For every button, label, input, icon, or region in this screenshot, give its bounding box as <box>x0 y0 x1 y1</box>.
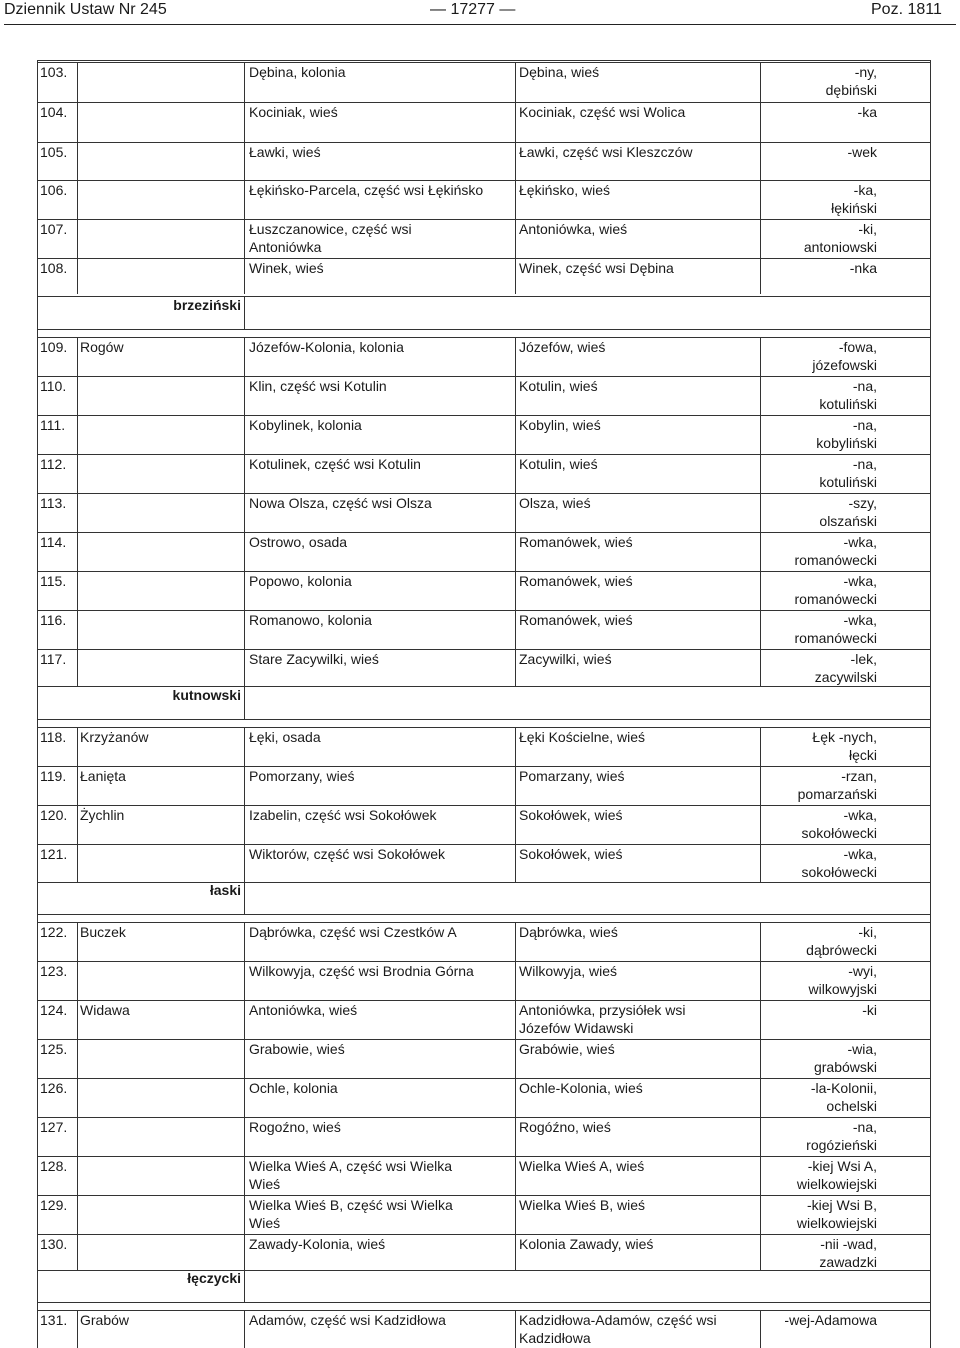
genitive-suffix: -ny, <box>854 64 877 80</box>
old-locality-name: Łuszczanowice, część wsi <box>249 221 412 237</box>
gmina-name: Łanięta <box>80 768 126 784</box>
old-locality-name: Popowo, kolonia <box>249 573 352 589</box>
column-rule-old-name <box>244 1310 245 1348</box>
row-number: 123. <box>40 963 68 979</box>
row-number: 111. <box>40 417 66 433</box>
row-number: 107. <box>40 221 68 237</box>
new-locality-name: Zacywilki, wieś <box>519 651 612 667</box>
genitive-suffix: -szy, <box>848 495 877 511</box>
row-number: 121. <box>40 846 68 862</box>
row-rule <box>37 102 931 103</box>
row-rule <box>37 62 931 63</box>
row-rule <box>37 1000 931 1001</box>
adjective-form: olszański <box>819 513 877 529</box>
genitive-suffix: -ki, <box>858 924 877 940</box>
old-locality-name: Kociniak, wieś <box>249 104 338 120</box>
row-number: 131. <box>40 1312 68 1328</box>
old-locality-name: Adamów, część wsi Kadzidłowa <box>249 1312 446 1328</box>
new-locality-name: Antoniówka, wieś <box>519 221 628 237</box>
row-rule <box>37 337 931 338</box>
old-locality-name: Ochle, kolonia <box>249 1080 338 1096</box>
old-locality-name-cont: Antoniówka <box>249 239 322 255</box>
old-locality-name: Ostrowo, osada <box>249 534 348 550</box>
gmina-name: Krzyżanów <box>80 729 149 745</box>
district-band-divider <box>244 686 245 719</box>
new-locality-name: Grabówie, wieś <box>519 1041 615 1057</box>
row-number: 113. <box>40 495 67 511</box>
row-rule <box>37 727 931 728</box>
new-locality-name: Wielka Wieś B, wieś <box>519 1197 646 1213</box>
genitive-suffix: -kiej Wsi B, <box>807 1197 877 1213</box>
genitive-suffix: -ka <box>857 104 877 120</box>
old-locality-name: Winek, wieś <box>249 260 324 276</box>
row-number: 115. <box>40 573 67 589</box>
new-locality-name-cont: Józefów Widawski <box>519 1020 634 1036</box>
new-locality-name: Ochle-Kolonia, wieś <box>519 1080 643 1096</box>
row-number: 116. <box>40 612 67 628</box>
genitive-suffix: -la-Kolonii, <box>810 1080 877 1096</box>
district-band-divider <box>244 296 245 329</box>
row-rule <box>37 142 931 143</box>
row-number: 127. <box>40 1119 68 1135</box>
old-locality-name: Zawady-Kolonia, wieś <box>249 1236 386 1252</box>
old-locality-name: Romanowo, kolonia <box>249 612 372 628</box>
genitive-suffix: -lek, <box>850 651 877 667</box>
row-rule <box>37 1195 931 1196</box>
row-number: 128. <box>40 1158 68 1174</box>
row-rule <box>37 766 931 767</box>
genitive-suffix: Łęk -nych, <box>812 729 877 745</box>
row-rule <box>37 454 931 455</box>
new-locality-name: Łęki Kościelne, wieś <box>519 729 646 745</box>
row-rule <box>37 1039 931 1040</box>
district-label: brzeziński <box>173 297 241 313</box>
row-rule <box>37 571 931 572</box>
row-rule <box>37 180 931 181</box>
row-number: 105. <box>40 144 68 160</box>
column-rule-new-name <box>515 922 516 1270</box>
old-locality-name: Rogoźno, wieś <box>249 1119 341 1135</box>
new-locality-name: Kociniak, część wsi Wolica <box>519 104 686 120</box>
adjective-form: łękiński <box>831 200 877 216</box>
district-band-bottom <box>37 329 931 330</box>
journal-title: Dziennik Ustaw Nr 245 <box>4 1 167 18</box>
adjective-form: kotuliński <box>819 396 877 412</box>
row-number: 119. <box>40 768 67 784</box>
column-rule-suffix <box>760 1310 761 1348</box>
old-locality-name: Józefów-Kolonia, kolonia <box>249 339 404 355</box>
adjective-form: antoniowski <box>803 239 877 255</box>
new-locality-name: Wilkowyja, wieś <box>519 963 618 979</box>
old-locality-name: Łęki, osada <box>249 729 321 745</box>
row-number: 112. <box>40 456 67 472</box>
row-rule <box>37 1117 931 1118</box>
genitive-suffix: -wka, <box>843 573 877 589</box>
gmina-name: Buczek <box>80 924 126 940</box>
row-rule <box>37 1156 931 1157</box>
adjective-form: wielkowiejski <box>796 1215 877 1231</box>
adjective-form: kotuliński <box>819 474 877 490</box>
new-locality-name: Ławki, część wsi Kleszczów <box>519 144 693 160</box>
new-locality-name: Kotulin, wieś <box>519 456 598 472</box>
district-band-divider <box>244 1270 245 1302</box>
district-band-top <box>37 1270 931 1271</box>
gmina-name: Grabów <box>80 1312 130 1328</box>
genitive-suffix: -wek <box>847 144 877 160</box>
old-locality-name: Klin, część wsi Kotulin <box>249 378 387 394</box>
genitive-suffix: -wka, <box>843 807 877 823</box>
new-locality-name: Kadzidłowa-Adamów, część wsi <box>519 1312 717 1328</box>
old-locality-name: Grabowie, wieś <box>249 1041 345 1057</box>
column-rule-suffix <box>760 337 761 686</box>
district-label: łęczycki <box>187 1270 241 1286</box>
old-locality-name: Dąbrówka, część wsi Czestków A <box>249 924 457 940</box>
old-locality-name: Izabelin, część wsi Sokołówek <box>249 807 437 823</box>
column-rule-gmina <box>77 337 78 686</box>
row-rule <box>37 532 931 533</box>
district-band-bottom <box>37 1302 931 1303</box>
new-locality-name-cont: Kadzidłowa <box>519 1330 591 1346</box>
row-number: 110. <box>40 378 67 394</box>
adjective-form: józefowski <box>812 357 877 373</box>
genitive-suffix: -wej-Adamowa <box>784 1312 877 1328</box>
old-locality-name: Nowa Olsza, część wsi Olsza <box>249 495 432 511</box>
page-number: — 17277 — <box>430 1 516 18</box>
old-locality-name: Wiktorów, część wsi Sokołówek <box>249 846 446 862</box>
column-rule-suffix <box>760 922 761 1270</box>
new-locality-name: Sokołówek, wieś <box>519 846 623 862</box>
row-number: 120. <box>40 807 68 823</box>
adjective-form: rogózieński <box>806 1137 877 1153</box>
adjective-form: ochelski <box>826 1098 877 1114</box>
column-rule-gmina <box>77 62 78 294</box>
genitive-suffix: -na, <box>852 417 877 433</box>
district-band-bottom <box>37 719 931 720</box>
row-rule <box>37 219 931 220</box>
old-locality-name: Łękińsko-Parcela, część wsi Łękińsko <box>249 182 484 198</box>
adjective-form: romanówecki <box>794 630 877 646</box>
new-locality-name: Sokołówek, wieś <box>519 807 623 823</box>
adjective-form: wielkowiejski <box>796 1176 877 1192</box>
new-locality-name: Łękińsko, wieś <box>519 182 611 198</box>
old-locality-name: Stare Zacywilki, wieś <box>249 651 379 667</box>
adjective-form: grabówski <box>813 1059 877 1075</box>
old-locality-name: Pomorzany, wieś <box>249 768 355 784</box>
genitive-suffix: -wia, <box>847 1041 877 1057</box>
gmina-name: Żychlin <box>80 807 125 823</box>
genitive-suffix: -na, <box>852 378 877 394</box>
adjective-form: dąbrówecki <box>806 942 877 958</box>
row-rule <box>37 258 931 259</box>
row-rule <box>37 493 931 494</box>
district-band-bottom <box>37 914 931 915</box>
column-rule-gmina <box>77 922 78 1270</box>
district-label: łaski <box>209 882 241 898</box>
row-number: 124. <box>40 1002 68 1018</box>
column-rule-suffix <box>760 62 761 294</box>
new-locality-name: Józefów, wieś <box>519 339 606 355</box>
genitive-suffix: -nka <box>849 260 877 276</box>
adjective-form: sokołówecki <box>801 825 877 841</box>
old-locality-name-cont: Wieś <box>249 1215 281 1231</box>
new-locality-name: Romanówek, wieś <box>519 534 633 550</box>
row-number: 122. <box>40 924 68 940</box>
row-rule <box>37 961 931 962</box>
genitive-suffix: -wka, <box>843 612 877 628</box>
column-rule-new-name <box>515 337 516 686</box>
old-locality-name: Wielka Wieś A, część wsi Wielka <box>249 1158 453 1174</box>
new-locality-name: Antoniówka, przysiółek wsi <box>519 1002 686 1018</box>
row-number: 118. <box>40 729 67 745</box>
district-band-top <box>37 882 931 883</box>
genitive-suffix: -rzan, <box>841 768 877 784</box>
genitive-suffix: -kiej Wsi A, <box>807 1158 877 1174</box>
genitive-suffix: -fowa, <box>838 339 877 355</box>
genitive-suffix: -ki <box>862 1002 877 1018</box>
new-locality-name: Rogóźno, wieś <box>519 1119 611 1135</box>
new-locality-name: Pomarzany, wieś <box>519 768 625 784</box>
table-frame <box>37 60 931 1348</box>
genitive-suffix: -na, <box>852 456 877 472</box>
column-rule-old-name <box>244 62 245 294</box>
district-label: kutnowski <box>172 687 241 703</box>
row-number: 125. <box>40 1041 68 1057</box>
new-locality-name: Romanówek, wieś <box>519 573 633 589</box>
position-number: Poz. 1811 <box>871 1 942 18</box>
old-locality-name: Antoniówka, wieś <box>249 1002 358 1018</box>
row-rule <box>37 1078 931 1079</box>
column-rule-new-name <box>515 62 516 294</box>
row-rule <box>37 844 931 845</box>
row-number: 103. <box>40 64 68 80</box>
adjective-form: wilkowyjski <box>808 981 877 997</box>
row-rule <box>37 376 931 377</box>
genitive-suffix: -ki, <box>858 221 877 237</box>
genitive-suffix: -wka, <box>843 846 877 862</box>
old-locality-name: Ławki, wieś <box>249 144 321 160</box>
row-number: 109. <box>40 339 68 355</box>
old-locality-name: Wielka Wieś B, część wsi Wielka <box>249 1197 453 1213</box>
gmina-name: Widawa <box>80 1002 130 1018</box>
adjective-form: dębiński <box>825 82 877 98</box>
new-locality-name: Kobylin, wieś <box>519 417 601 433</box>
genitive-suffix: -na, <box>852 1119 877 1135</box>
row-rule <box>37 649 931 650</box>
row-number: 106. <box>40 182 68 198</box>
row-number: 108. <box>40 260 68 276</box>
gmina-name: Rogów <box>80 339 124 355</box>
new-locality-name: Dąbrówka, wieś <box>519 924 618 940</box>
district-band-top <box>37 296 931 297</box>
row-rule <box>37 415 931 416</box>
genitive-suffix: -wka, <box>843 534 877 550</box>
row-number: 126. <box>40 1080 68 1096</box>
row-number: 104. <box>40 104 68 120</box>
old-locality-name: Dębina, kolonia <box>249 64 346 80</box>
adjective-form: zacywilski <box>814 669 877 685</box>
adjective-form: zawadzki <box>819 1254 877 1270</box>
new-locality-name: Romanówek, wieś <box>519 612 633 628</box>
new-locality-name: Dębina, wieś <box>519 64 600 80</box>
row-rule <box>37 805 931 806</box>
row-number: 117. <box>40 651 67 667</box>
adjective-form: łęcki <box>848 747 877 763</box>
adjective-form: romanówecki <box>794 591 877 607</box>
old-locality-name: Kobylinek, kolonia <box>249 417 362 433</box>
old-locality-name: Kotulinek, część wsi Kotulin <box>249 456 421 472</box>
adjective-form: kobyliński <box>816 435 877 451</box>
row-rule <box>37 610 931 611</box>
district-band-top <box>37 686 931 687</box>
column-rule-old-name <box>244 337 245 686</box>
genitive-suffix: -nii -wad, <box>820 1236 877 1252</box>
column-rule-new-name <box>515 1310 516 1348</box>
genitive-suffix: -wyi, <box>848 963 877 979</box>
row-number: 114. <box>40 534 67 550</box>
new-locality-name: Wielka Wieś A, wieś <box>519 1158 645 1174</box>
row-number: 129. <box>40 1197 68 1213</box>
adjective-form: pomarzański <box>797 786 877 802</box>
row-number: 130. <box>40 1236 68 1252</box>
adjective-form: romanówecki <box>794 552 877 568</box>
new-locality-name: Olsza, wieś <box>519 495 591 511</box>
new-locality-name: Kolonia Zawady, wieś <box>519 1236 654 1252</box>
old-locality-name: Wilkowyja, część wsi Brodnia Górna <box>249 963 474 979</box>
column-rule-gmina <box>77 1310 78 1348</box>
adjective-form: sokołówecki <box>801 864 877 880</box>
district-band-divider <box>244 882 245 914</box>
old-locality-name-cont: Wieś <box>249 1176 281 1192</box>
genitive-suffix: -ka, <box>853 182 877 198</box>
row-rule <box>37 1234 931 1235</box>
new-locality-name: Winek, część wsi Dębina <box>519 260 674 276</box>
column-rule-old-name <box>244 922 245 1270</box>
row-rule <box>37 922 931 923</box>
page-header <box>0 0 960 22</box>
header-rule <box>4 24 956 25</box>
new-locality-name: Kotulin, wieś <box>519 378 598 394</box>
